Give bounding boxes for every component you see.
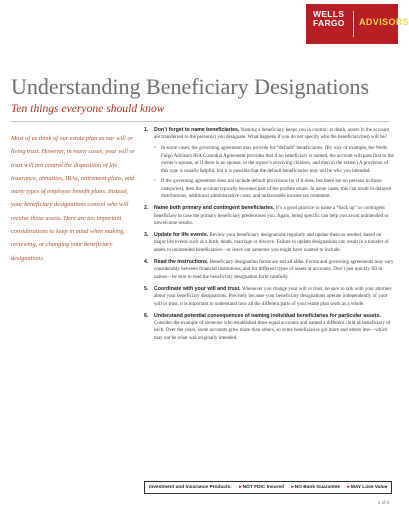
considerations-list (144, 127, 394, 347)
wells-fargo-advisors-logo (306, 4, 409, 44)
intro-paragraph: Most of us think of our estate plan as our will or living trust. However, in many cases, your will or trust will not control the disposition of life insurance, annuities, IRAs, retirement plans, and many types of employee benefit plans. Instead, your beneficiary designations control who will receive those assets. Here are ten important considerations to keep in mind when making, reviewing, or changing your beneficiary designations. (11, 135, 136, 262)
list-item (144, 259, 394, 281)
disclaimer-label: Investment and Insurance Products: (149, 485, 232, 490)
logo-brand-line2: FARGO (313, 18, 345, 28)
item-number: 4. (144, 258, 149, 265)
item-number: 5. (144, 285, 149, 292)
sub-list-item (154, 145, 394, 175)
page-number: 1 of 3 (377, 500, 389, 505)
page-subtitle: Ten things everyone should know (11, 102, 165, 115)
item-text: Whenever you change your will or trust, be sure to talk with your attorney about your beneficiary designations. Precisely because your beneficiary designations operate independently of your will or trust, it is important to understand how all the different parts of your estate plan work as a whole. (154, 285, 392, 307)
item-number: 1. (144, 127, 149, 133)
item-heading: Update for life events. (154, 232, 209, 239)
triangle-bullet-icon: ▸ (239, 485, 242, 490)
item-heading: Coordinate with your will and trust. (154, 285, 241, 292)
disclaimer-item (347, 482, 387, 494)
disclaimer-item-text: MAY Lose Value (350, 485, 388, 490)
investment-disclaimer-box (144, 481, 392, 494)
logo-brand-line1: WELLS (313, 9, 345, 19)
header-divider (11, 121, 389, 122)
list-item (144, 205, 394, 227)
item-text: Review your beneficiary designations regularly and update them as needed, based on major life events such as a birth, death, marriage or divorce. Failure to update designations can result in a transfer of assets to unintended beneficiaries—or leave out someone you might have wanted to include. (154, 232, 389, 253)
triangle-bullet-icon: ▸ (291, 485, 294, 490)
item-text: Naming a beneficiary keeps you in control: at death, assets in the account are transferred to the person(s) you designate. What happens if you do not specify who the beneficiary(ies) will be? (154, 127, 390, 141)
item-text: Beneficiary designation forms are not all alike. Forms and governing agreements may vary considerably between financial institutions, and for different types of assets or accounts. Don’t just quickly fill in names—be sure to read the beneficiary designation form carefully. (154, 258, 394, 280)
list-item (144, 232, 394, 254)
bullet-icon: • (154, 179, 156, 185)
bullet-icon: • (154, 146, 156, 152)
sub-item-text: If the governing agreement does not include default provisions (or if it does, but there are no persons in those categories), then the account typically becomes part of the probate estate. In some cases, this can result in delayed distributions, additional administrative costs, and unfavorable income tax treatment. (161, 178, 391, 200)
logo-advisors: ADVISORS (359, 17, 409, 27)
item-heading: Don’t forget to name beneficiaries. (154, 127, 240, 133)
sub-list-item (154, 178, 394, 200)
logo-brand (313, 10, 345, 28)
disclaimer-item-text: NOT FDIC Insured (242, 485, 284, 490)
triangle-bullet-icon: ▸ (347, 485, 350, 490)
list-item (144, 313, 394, 343)
disclaimer-item-text: NO Bank Guarantee (294, 485, 341, 490)
list-item (144, 286, 394, 308)
list-item (144, 127, 394, 201)
item-number: 2. (144, 205, 149, 212)
logo-divider (353, 11, 354, 37)
item-text: It’s a good practice to name a “back up” or contingent beneficiary in case the primary beneficiary predeceases you. Again, being specific can help you avoid unintended or unwelcome results. (154, 205, 389, 227)
item-heading: Understand potential consequences of naming individual beneficiaries for particular assets. (154, 312, 381, 319)
item-heading: Name both primary and contingent beneficiaries. (154, 205, 275, 212)
item-number: 6. (144, 312, 149, 319)
disclaimer-item (291, 482, 340, 494)
item-text: Consider the example of someone who established three equal accounts and named a different child as beneficiary of each. Over the years, some accounts grew more than others, so some beneficiaries got more and others less—which may not be what was originally intended. (154, 319, 391, 341)
page-title: Understanding Beneficiary Designations (11, 74, 370, 99)
sub-item-text: In some cases, the governing agreement may provide for “default” beneficiaries. (By way of example, the Wells Fargo Advisors IRA Custodial Agreement provides that if no beneficiary is named, the account will pass first to the owner’s spouse, or if there is no spouse, to the owner’s surviving children, and then to the estate.) A provision of this type is usually helpful, but it is possible that the default beneficiaries may not be who you intended. (161, 145, 394, 174)
disclaimer-item (239, 482, 284, 494)
item-heading: Read the instructions. (154, 258, 209, 265)
sub-list (154, 145, 394, 200)
item-number: 3. (144, 232, 149, 239)
